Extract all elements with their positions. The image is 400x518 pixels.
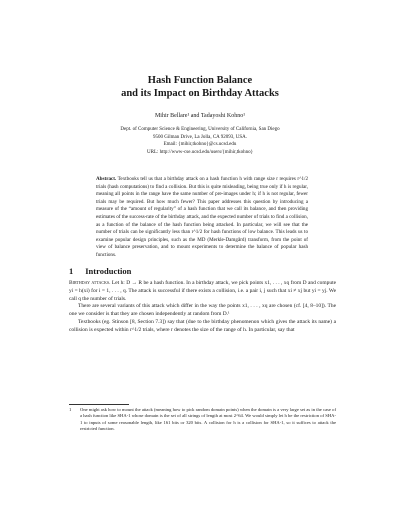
- body-paragraph-2: There are several variants of this attack which differ in the way the points x1, . . . , xq are chosen (cf. [4, 8–10]). The one we consider is that they are chosen independently at random from D.¹: [69, 303, 336, 317]
- footnote-text: One might ask how to mount the attack (meaning how to pick random domain points) when the domain is a very large set as in the case of a hash function like SHA-1 whose domain is the set of all strings of length at most 2^64. We would simply let h be the restriction of SHA-1 to inputs of some reasonable length, like 161 bits or 320 bits. A collision for h is a collision for SHA-1, so it suffices to attack the restricted function.: [80, 407, 336, 431]
- paragraph-1-text: Let h: D → R be a hash function. In a birthday attack, we pick points x1, . . . , xq from D and compute yi = h(xi) for i = 1, . . . , q. The attack is successful if there exists a collision, i.e. a pair i, j such that xi ≠ xj but yi = yj. We call q the number of trials.: [69, 280, 336, 302]
- section-number: 1: [69, 266, 74, 276]
- affiliation-url: URL: http://www-cse.ucsd.edu/users/{mihir,tkohno}: [147, 149, 253, 155]
- paragraph-run-in-heading: Birthday attacks.: [69, 280, 111, 286]
- body-paragraph-3: Textbooks (eg. Stinson [8, Section 7.3]) say that (due to the birthday phenomenon which gives the attack its name) a collision is expected within r^1/2 trials, where r denotes the size of the range of h. In particular, say that: [69, 318, 336, 333]
- footnote-mark: 1: [69, 407, 72, 412]
- affiliation-address: 9500 Gilman Drive, La Jolla, CA 92093, USA.: [152, 134, 248, 140]
- section-heading: [69, 266, 131, 276]
- body-paragraph-1: [69, 280, 336, 303]
- footnote-rule: [69, 404, 129, 405]
- body-text: [69, 280, 336, 334]
- author-list: Mihir Bellare¹ and Tadayoshi Kohno¹: [154, 113, 246, 119]
- section-title: Introduction: [85, 266, 132, 276]
- affiliation-department: Dept. of Computer Science & Engineering, University of California, San Diego: [120, 127, 280, 132]
- affiliation-block: [40, 126, 360, 156]
- abstract: [96, 176, 308, 260]
- footnote: [69, 407, 336, 432]
- abstract-label: Abstract.: [96, 176, 117, 182]
- paper-title-line-2: and its Impact on Birthday Attacks: [121, 88, 279, 99]
- affiliation-email: Email: {mihir,tkohno}@cs.ucsd.edu: [163, 142, 237, 147]
- paper-title-line-1: Hash Function Balance: [147, 75, 253, 86]
- abstract-text: Textbooks tell us that a birthday attack on a hash function h with range size r requires r^1/2 trials (hash computations) to find a collision. But this is quite misleading, being true only if h is regular, meaning all points in the range have the same number of pre-images under h; if h is not regular, fewer trials may be required. But how much fewer? This paper addresses this question by introducing a measure of the “amount of regularity” of a hash function that we call its balance, and then providing estimates of the success-rate of the birthday attack, and the expected number of trials to find a collision, as a function of the balance of the hash function being attacked. In particular, we will see that the number of trials can be significantly less than r^1/2 for hash functions of low balance. This leads us to examine popular design principles, such as the MD (Merkle-Damgård) transform, from the point of view of balance preservation, and to mount experiments to determine the balance of popular hash functions.: [96, 176, 308, 258]
